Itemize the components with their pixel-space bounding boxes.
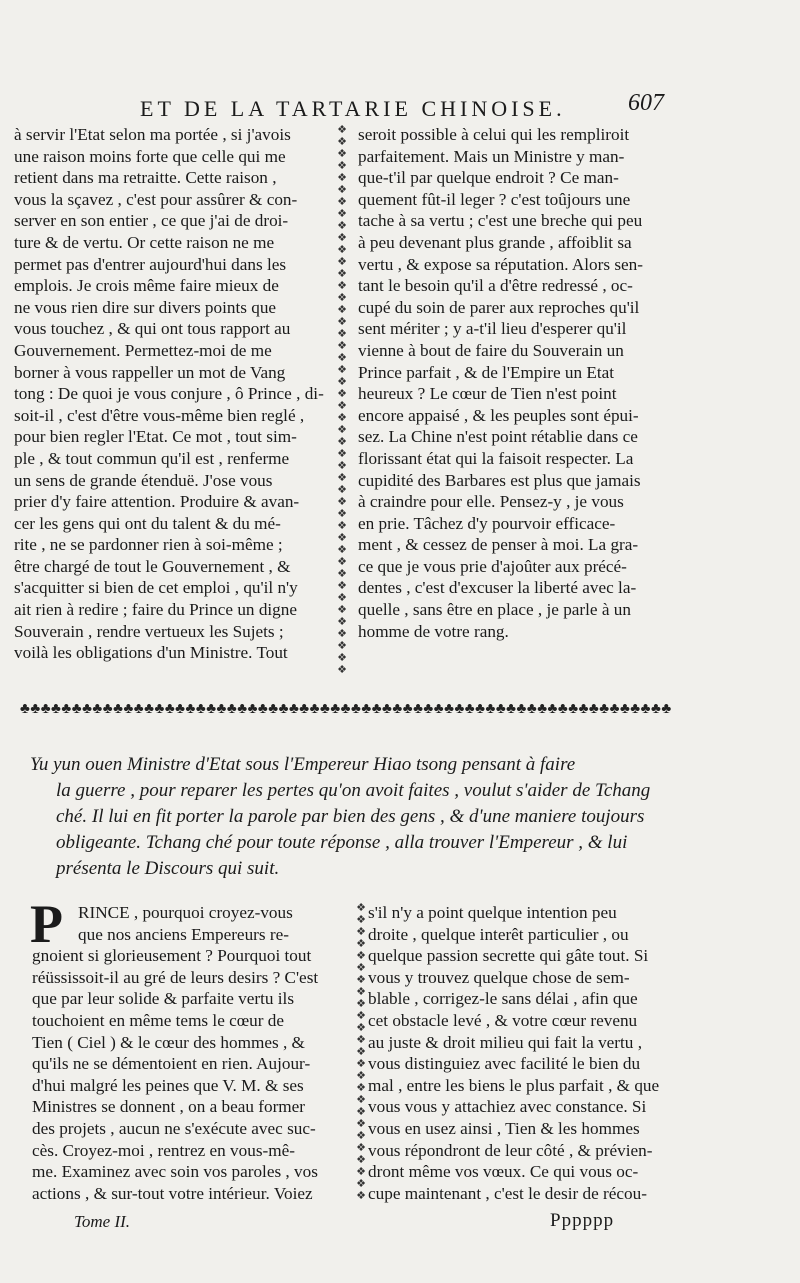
headnote-line: Yu yun ouen Ministre d'Etat sous l'Empereur Hiao tsong pensant à faire	[30, 754, 576, 775]
text-line: d'hui malgré les peines que V. M. & ses	[32, 1075, 304, 1095]
text-line: RINCE , pourquoi croyez-vous	[78, 903, 293, 922]
text-line: au juste & droit milieu qui fait la vertu ,	[368, 1032, 642, 1052]
text-line: dentes , c'est d'excuser la liberté avec la-	[358, 578, 637, 598]
text-line: voilà les obligations d'un Ministre. Tout	[14, 643, 288, 663]
text-column-bottom-left	[30, 894, 354, 1204]
text-line: que-t'il par quelque endroit ? Ce man-	[358, 168, 619, 188]
text-line: vous répondront de leur côté , & prévien-	[368, 1140, 653, 1160]
text-line: quement fût-il leger ? c'est toûjours une	[358, 189, 631, 209]
headnote-line: présenta le Discours qui suit.	[56, 858, 280, 879]
text-line: vienne à bout de faire du Souverain un	[358, 340, 624, 360]
text-line: cès. Croyez-moi , rentrez en vous-mê-	[32, 1140, 295, 1160]
text-line: rite , ne se pardonner rien à soi-même ;	[14, 535, 283, 555]
text-line: ait rien à redire ; faire du Prince un digne	[14, 600, 297, 620]
text-line: heureux ? Le cœur de Tien n'est point	[358, 384, 617, 404]
text-line: Prince parfait , & de l'Empire un Etat	[358, 362, 615, 382]
text-line: en prie. Tâchez d'y pourvoir efficace-	[358, 513, 616, 533]
text-line: cupé du soin de parer aux reproches qu'il	[358, 297, 640, 317]
text-line: quelle , sans être en place , je parle à un	[358, 600, 631, 620]
text-line: pour bien regler l'Etat. Ce mot , tout sim-	[14, 427, 297, 447]
section-headnote	[30, 752, 690, 882]
column-ornament-divider: ❖ ❖ ❖ ❖ ❖ ❖ ❖ ❖ ❖ ❖ ❖ ❖ ❖ ❖ ❖ ❖ ❖ ❖ ❖ ❖ ❖ ❖ ❖ ❖ ❖ ❖ ❖ ❖ ❖ ❖ ❖ ❖ ❖ ❖ ❖ ❖ ❖ ❖ ❖ ❖ ❖ ❖ ❖ ❖ ❖ ❖	[337, 124, 347, 676]
volume-label: Tome II.	[74, 1212, 131, 1231]
text-line: Gouvernement. Permettez-moi de me	[14, 340, 272, 360]
text-line: tant le besoin qu'il a d'être redressé , oc-	[358, 276, 633, 296]
text-line: ne vous rien dire sur divers points que	[14, 297, 277, 317]
text-line: un sens de grande étenduë. J'ose vous	[14, 470, 273, 490]
text-line: gnoient si glorieusement ? Pourquoi tout	[32, 946, 312, 966]
text-line: actions , & sur-tout votre intérieur. Voiez	[32, 1183, 313, 1203]
text-line: quelque passion secrette qui gâte tout. Si	[368, 946, 649, 966]
text-line: une raison moins forte que celle qui me	[14, 146, 286, 166]
text-line: me. Examinez avec soin vos paroles , vos	[32, 1162, 318, 1182]
text-line: s'il n'y a point quelque intention peu	[368, 903, 617, 922]
text-line: cupe maintenant , c'est le desir de récou-	[368, 1183, 647, 1203]
text-line: tong : De quoi je vous conjure , ô Prince , di-	[14, 384, 324, 404]
text-line: réüssissoit-il au gré de leurs desirs ? C'est	[32, 967, 319, 987]
text-line: Tien ( Ciel ) & le cœur des hommes , &	[32, 1032, 305, 1052]
text-column-bottom-right	[368, 902, 692, 1204]
text-line: cer les gens qui ont du talent & du mé-	[14, 513, 281, 533]
headnote-line: ché. Il lui en fit porter la parole par bien des gens , & d'une maniere toujours	[56, 806, 645, 827]
text-line: que par leur solide & parfaite vertu ils	[32, 989, 295, 1009]
text-line: vertu , & expose sa réputation. Alors sen-	[358, 254, 643, 274]
text-line: sent mériter ; y a-t'il lieu d'esperer qu'il	[358, 319, 627, 339]
text-line: vous distinguiez avec facilité le bien du	[368, 1054, 641, 1074]
text-line: emplois. Je crois même faire mieux de	[14, 276, 279, 296]
text-line: vous y trouvez quelque chose de sem-	[368, 967, 630, 987]
headnote-line: obligeante. Tchang ché pour toute réponse , alla trouver l'Empereur , & lui	[56, 832, 628, 853]
headnote-line: la guerre , pour reparer les pertes qu'on avoit faites , voulut s'aider de Tchang	[56, 780, 651, 801]
text-line: prier d'y faire attention. Produire & avan-	[14, 492, 300, 512]
text-line: s'acquitter si bien de cet emploi , qu'il n'y	[14, 578, 298, 598]
ornamental-band: ♣♣♣♣♣♣♣♣♣♣♣♣♣♣♣♣♣♣♣♣♣♣♣♣♣♣♣♣♣♣♣♣♣♣♣♣♣♣♣♣♣♣♣♣♣♣♣♣♣♣♣♣♣♣♣♣♣♣♣♣♣♣♣	[20, 702, 672, 717]
column-ornament-divider: ❖ ❖ ❖ ❖ ❖ ❖ ❖ ❖ ❖ ❖ ❖ ❖ ❖ ❖ ❖ ❖ ❖ ❖ ❖ ❖ ❖ ❖ ❖ ❖ ❖	[356, 902, 366, 1202]
text-line: ce que je vous prie d'ajoûter aux précé-	[358, 556, 627, 576]
text-line: être chargé de tout le Gouvernement , &	[14, 556, 291, 576]
text-line: qu'ils ne se démentoient en rien. Aujour-	[32, 1054, 311, 1074]
text-line: borner à vous rappeller un mot de Vang	[14, 362, 286, 382]
text-line: cet obstacle levé , & votre cœur revenu	[368, 1010, 638, 1030]
text-column-top-right	[358, 124, 684, 642]
text-line: Souverain , rendre vertueux les Sujets ;	[14, 621, 284, 641]
text-line: dront même vos vœux. Ce qui vous oc-	[368, 1162, 639, 1182]
text-line: parfaitement. Mais un Ministre y man-	[358, 146, 625, 166]
page-number: 607	[628, 90, 664, 116]
text-line: à peu devenant plus grande , affoiblit sa	[358, 232, 632, 252]
drop-cap-initial: P	[30, 894, 63, 954]
text-line: blable , corrigez-le sans délai , afin que	[368, 989, 638, 1009]
text-line: permet pas d'entrer aujourd'hui dans les	[14, 254, 287, 274]
text-line: seroit possible à celui qui les rempliroit	[358, 125, 630, 144]
text-line: ture & de vertu. Or cette raison ne me	[14, 232, 275, 252]
text-line: ment , & cessez de penser à moi. La gra-	[358, 535, 639, 555]
text-line: homme de votre rang.	[358, 621, 509, 641]
text-line: sez. La Chine n'est point rétablie dans ce	[358, 427, 638, 447]
text-line: soit-il , c'est d'être vous-même bien reglé ,	[14, 405, 305, 425]
text-line: Ministres se donnent , on a beau former	[32, 1097, 306, 1117]
text-line: droite , quelque interêt particulier , ou	[368, 924, 629, 944]
text-line: mal , entre les biens le plus parfait , & que	[368, 1075, 660, 1095]
text-line: à craindre pour elle. Pensez-y , je vous	[358, 492, 624, 512]
text-line: retient dans ma retraitte. Cette raison ,	[14, 168, 277, 188]
text-line: vous touchez , & qui ont tous rapport au	[14, 319, 291, 339]
text-line: à servir l'Etat selon ma portée , si j'avois	[14, 125, 291, 144]
text-line: encore appaisé , & les peuples sont épui-	[358, 405, 639, 425]
text-line: tache à sa vertu ; c'est une breche qui peu	[358, 211, 643, 231]
text-line: server en son entier , ce que j'ai de droi-	[14, 211, 289, 231]
running-title: ET DE LA TARTARIE CHINOISE.	[140, 96, 566, 121]
text-line: ple , & tout commun qu'il est , renferme	[14, 448, 290, 468]
text-line: des projets , aucun ne s'exécute avec suc-	[32, 1118, 316, 1138]
text-line: vous en usez ainsi , Tien & les hommes	[368, 1118, 640, 1138]
text-line: touchoient en même tems le cœur de	[32, 1010, 284, 1030]
text-column-top-left	[14, 124, 336, 664]
text-line: florissant état qui la faisoit respecter. La	[358, 448, 634, 468]
text-line: vous vous y attachiez avec constance. Si	[368, 1097, 647, 1117]
text-line: cupidité des Barbares est plus que jamais	[358, 470, 641, 490]
signature-mark: Pppppp	[550, 1210, 615, 1231]
text-line: vous la sçavez , c'est pour assûrer & con-	[14, 189, 298, 209]
text-line: que nos anciens Empereurs re-	[78, 924, 289, 944]
